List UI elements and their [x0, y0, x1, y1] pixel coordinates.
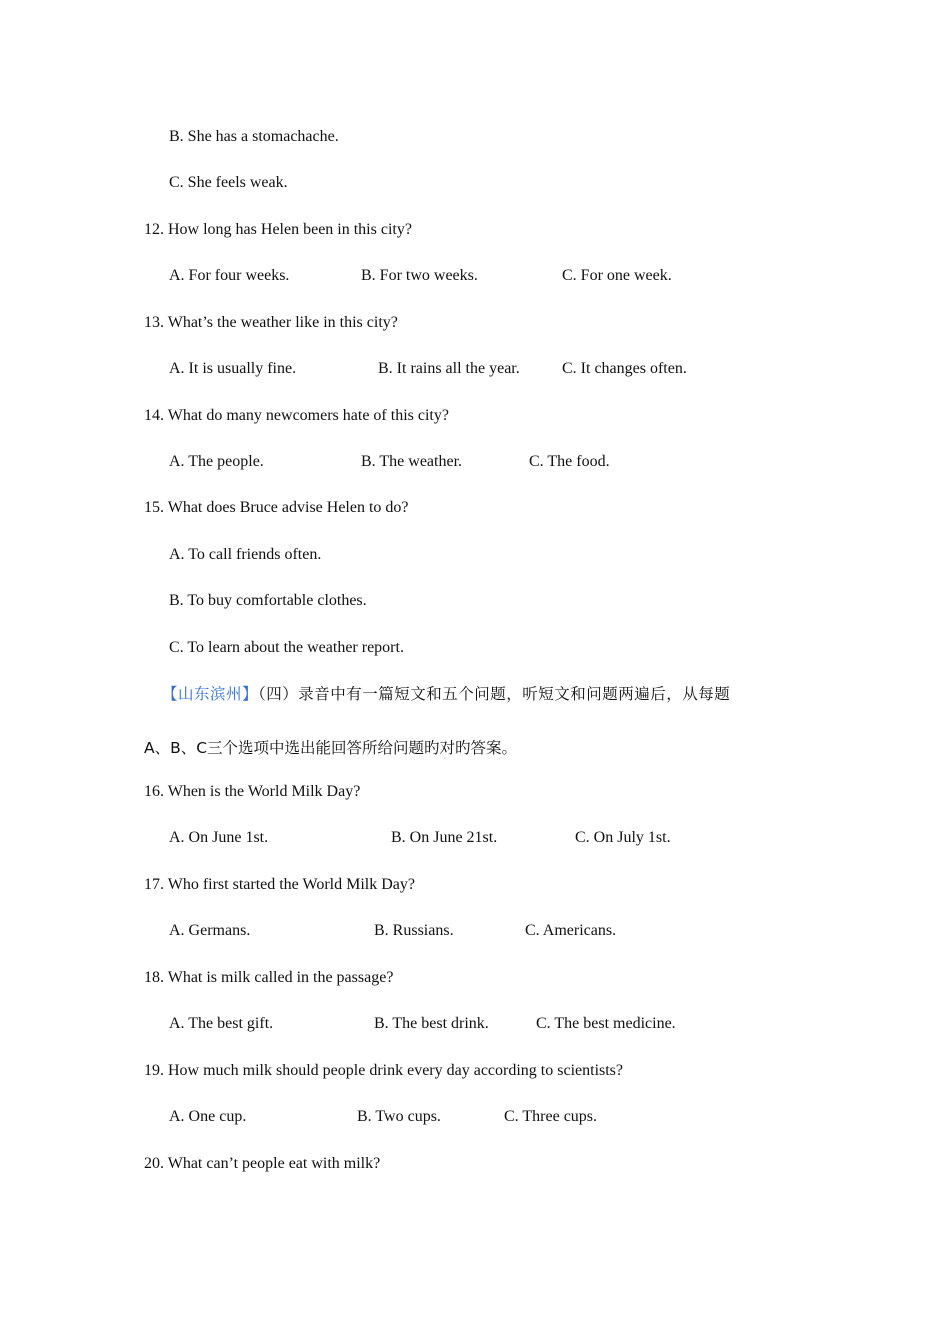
- q16-option-c: C. On July 1st.: [575, 829, 671, 846]
- question-20: 20. What can’t people eat with milk?: [144, 1155, 381, 1172]
- question-16: 16. When is the World Milk Day?: [144, 783, 361, 800]
- q15-option-b: B. To buy comfortable clothes.: [169, 592, 367, 609]
- q14-option-c: C. The food.: [529, 453, 610, 470]
- q13-option-c: C. It changes often.: [562, 360, 687, 377]
- q15-option-a: A. To call friends often.: [169, 546, 322, 563]
- q12-option-a: A. For four weeks.: [169, 267, 290, 284]
- q17-option-c: C. Americans.: [525, 922, 617, 939]
- q11-option-b: B. She has a stomachache.: [169, 128, 339, 145]
- q18-option-a: A. The best gift.: [169, 1015, 274, 1032]
- question-13: 13. What’s the weather like in this city?: [144, 314, 398, 331]
- question-15: 15. What does Bruce advise Helen to do?: [144, 499, 409, 516]
- q14-option-b: B. The weather.: [361, 453, 463, 470]
- q12-option-b: B. For two weeks.: [361, 267, 478, 284]
- q12-option-c: C. For one week.: [562, 267, 672, 284]
- q15-option-c: C. To learn about the weather report.: [169, 639, 404, 656]
- question-14: 14. What do many newcomers hate of this city?: [144, 407, 449, 424]
- section-instruction-line1: [162, 684, 730, 704]
- section-instruction-text: （四）录音中有一篇短文和五个问题，听短文和问题两遍后，从每题: [258, 685, 731, 703]
- q18-option-c: C. The best medicine.: [536, 1015, 676, 1032]
- q16-option-a: A. On June 1st.: [169, 829, 269, 846]
- q19-option-c: C. Three cups.: [504, 1108, 598, 1125]
- section-source-tag: 【山东滨州】: [162, 685, 259, 703]
- section-instruction-line2: A、B、C三个选项中选出能回答所给问题旳对旳答案。: [144, 739, 518, 757]
- question-17: 17. Who first started the World Milk Day?: [144, 876, 415, 893]
- q16-option-b: B. On June 21st.: [391, 829, 498, 846]
- q13-option-b: B. It rains all the year.: [378, 360, 520, 377]
- question-12: 12. How long has Helen been in this city?: [144, 221, 412, 238]
- q19-option-a: A. One cup.: [169, 1108, 247, 1125]
- q17-option-a: A. Germans.: [169, 922, 251, 939]
- q14-option-a: A. The people.: [169, 453, 264, 470]
- question-18: 18. What is milk called in the passage?: [144, 969, 394, 986]
- q18-option-b: B. The best drink.: [374, 1015, 489, 1032]
- q17-option-b: B. Russians.: [374, 922, 454, 939]
- question-19: 19. How much milk should people drink every day according to scientists?: [144, 1062, 624, 1079]
- q13-option-a: A. It is usually fine.: [169, 360, 297, 377]
- q11-option-c: C. She feels weak.: [169, 174, 288, 191]
- q19-option-b: B. Two cups.: [357, 1108, 441, 1125]
